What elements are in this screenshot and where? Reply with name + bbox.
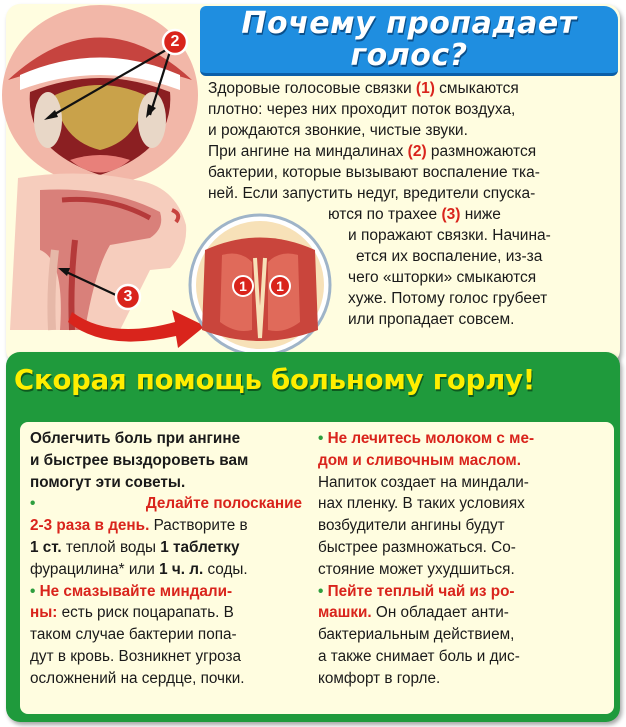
intro-line: хуже. Потому голос грубеет bbox=[348, 290, 548, 307]
intro-line: При ангине на миндалинах (2) размножаются bbox=[208, 143, 537, 160]
intro-line: и рождаются звонкие, чистые звуки. bbox=[208, 122, 468, 139]
intro-line: плотно: через них проходит поток воздуха, bbox=[208, 101, 516, 118]
intro-line: Здоровые голосовые связки (1) смыкаются bbox=[208, 80, 519, 97]
tip-1-line: 1 ст. теплой воды 1 таблетку bbox=[30, 538, 240, 556]
tip-4-line: бактериальным действием, bbox=[318, 626, 515, 644]
marker-3-label: 3 bbox=[123, 288, 133, 305]
tip-2-line: осложнений на сердце, почки. bbox=[30, 669, 245, 687]
tip-3-line: нах пленку. В таких условиях bbox=[318, 495, 525, 513]
tip-3-line: • Не лечитесь молоком с ме- bbox=[318, 430, 535, 447]
bullet-icon: • bbox=[30, 495, 36, 513]
bullet-icon: • bbox=[318, 430, 324, 447]
tip-4-line: а также снимает боль и дис- bbox=[318, 647, 520, 665]
tip-3-line: возбудители ангины будут bbox=[318, 517, 505, 535]
bullet-icon: • bbox=[318, 582, 324, 600]
tips-intro-line: и быстрее выздороветь вам bbox=[30, 451, 249, 469]
tip-4-line: машки. Он обладает анти- bbox=[318, 604, 509, 622]
bullet-icon: • bbox=[30, 582, 36, 600]
intro-text bbox=[208, 78, 610, 330]
intro-line: чего «шторки» смыкаются bbox=[348, 269, 537, 286]
marker-2-label: 2 bbox=[170, 33, 180, 50]
title-line-2: голос? bbox=[350, 38, 468, 73]
tip-4-line: • Пейте теплый чай из ро- bbox=[318, 582, 515, 600]
intro-line: бактерии, которые вызывают воспаление тка- bbox=[208, 164, 540, 181]
title-banner bbox=[200, 6, 618, 76]
tips-intro-line: Облегчить боль при ангине bbox=[30, 430, 241, 447]
marker-1-label-right: 1 bbox=[276, 278, 284, 294]
head-profile-icon bbox=[10, 173, 186, 330]
tip-1-line: фурацилина* или 1 ч. л. соды. bbox=[30, 560, 248, 578]
ref-1: (1) bbox=[415, 80, 435, 97]
tip-2-line: • Не смазывайте миндали- bbox=[30, 582, 233, 600]
tips-intro-line: помогут эти советы. bbox=[30, 473, 186, 491]
help-title: Скорая помощь больному горлу! bbox=[14, 364, 536, 396]
tips-column-right bbox=[318, 428, 610, 690]
page-title bbox=[200, 8, 618, 72]
tip-3-line: стояние может ухудшиться. bbox=[318, 560, 515, 578]
ref-3: (3) bbox=[441, 206, 461, 223]
tip-3-line: дом и сливочным маслом. bbox=[318, 451, 521, 469]
intro-line: и поражают связки. Начина- bbox=[348, 227, 551, 244]
intro-line: ется их воспаление, из-за bbox=[356, 248, 543, 265]
tip-2-line: дут в кровь. Возникнет угроза bbox=[30, 647, 242, 665]
tip-4-line: комфорт в горле. bbox=[318, 669, 441, 687]
tip-3-line: Напиток создает на миндали- bbox=[318, 473, 529, 491]
tip-2-line: таком случае бактерии попа- bbox=[30, 626, 237, 644]
title-line-1: Почему пропадает bbox=[241, 6, 577, 41]
intro-line: или пропадает совсем. bbox=[348, 311, 515, 328]
tip-1-line: 2-3 раза в день. Растворите в bbox=[30, 517, 248, 535]
tips-column-left bbox=[30, 428, 302, 690]
intro-line: ются по трахее (3) ниже bbox=[328, 206, 501, 223]
tip-2-line: ны: есть риск поцарапать. В bbox=[30, 604, 234, 622]
marker-1-label-left: 1 bbox=[239, 278, 247, 294]
ref-2: (2) bbox=[407, 143, 427, 160]
tip-3-line: быстрее размножаться. Со- bbox=[318, 538, 516, 556]
tip-1-line: • Делайте полоскание bbox=[30, 493, 302, 515]
intro-line: ней. Если запустить недуг, вредители спуска- bbox=[208, 185, 536, 202]
